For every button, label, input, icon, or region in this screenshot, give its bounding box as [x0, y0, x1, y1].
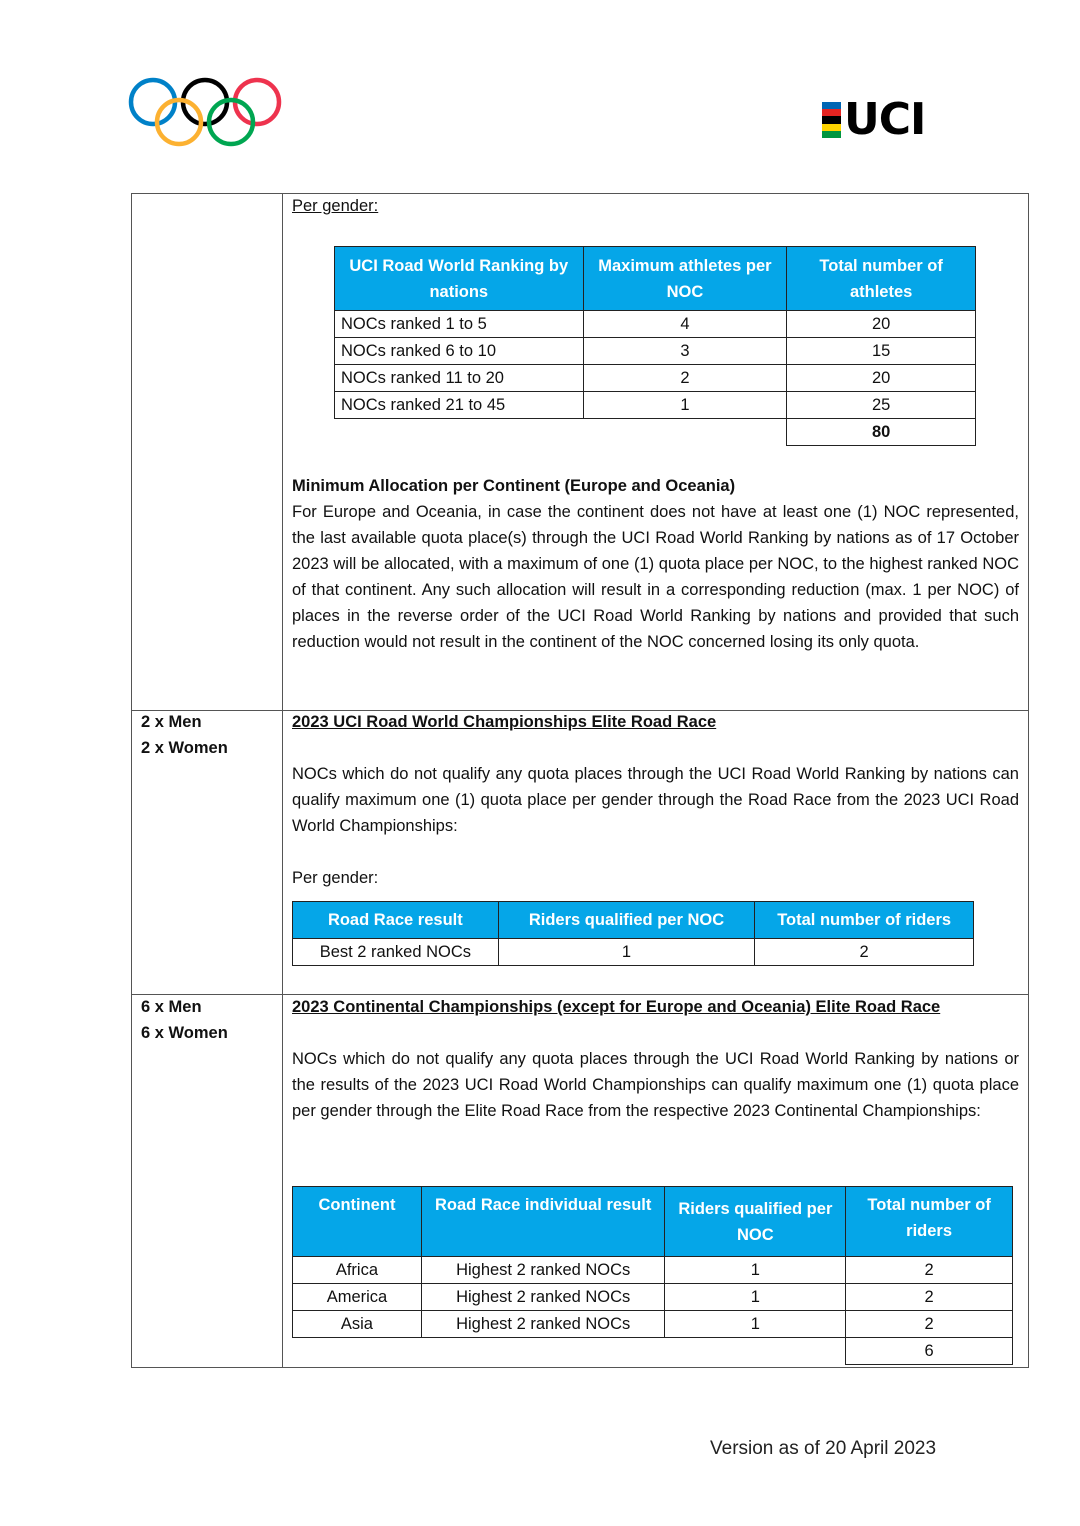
table-cell: NOCs ranked 11 to 20	[335, 365, 584, 392]
section-text: NOCs which do not qualify any quota places through the UCI Road World Ranking by nations can qualify maximum one (1) quota place per gender through the Road Race from the 2023 UCI Road World Championships:	[292, 765, 1019, 835]
olympic-rings-logo	[128, 72, 286, 148]
per-gender-label: Per gender:	[292, 197, 379, 215]
table-total-cell: 6	[846, 1338, 1013, 1365]
table-cell: 1	[665, 1311, 846, 1338]
uci-stripe	[822, 102, 841, 109]
table-row	[335, 311, 976, 338]
min-allocation-title: Minimum Allocation per Continent (Europe and Oceania)	[292, 477, 736, 495]
table-cell: 2	[846, 1257, 1013, 1284]
table-cell: Africa	[293, 1257, 422, 1284]
table-cell: NOCs ranked 21 to 45	[335, 392, 584, 419]
quota-women-label: 6 x Women	[141, 1024, 228, 1042]
quota-men-label: 2 x Men	[141, 713, 202, 731]
table-cell: 4	[583, 311, 787, 338]
per-gender-label: Per gender:	[292, 869, 379, 887]
uci-stripe	[822, 116, 841, 123]
min-allocation-text: For Europe and Oceania, in case the continent does not have at least one (1) NOC represented, the last available quota place(s) through the UCI Road World Ranking by nations as of 17 October 2023 will be allocated, with a maximum of one (1) quota place per NOC, to the highest ranked NOC of that continent. Any such allocation will result in a corresponding reduction (max. 1 per NOC) of places in the reverse order of the UCI Road World Ranking by nations and provided that such reduction would not result in the continent of the NOC concerned losing its only quota.	[292, 503, 1019, 651]
table-cell: 15	[787, 338, 976, 365]
table-row	[335, 392, 976, 419]
column-divider	[282, 193, 283, 1368]
table-row	[293, 1311, 1013, 1338]
table-cell: 2	[583, 365, 787, 392]
section-title: 2023 Continental Championships (except for Europe and Oceania) Elite Road Race	[292, 998, 941, 1016]
table-row	[293, 939, 974, 966]
table-header: Continent	[293, 1187, 422, 1257]
table-cell: NOCs ranked 6 to 10	[335, 338, 584, 365]
table-cell: 2	[755, 939, 974, 966]
version-footer: Version as of 20 April 2023	[710, 1438, 937, 1459]
uci-stripe	[822, 131, 841, 138]
table-row	[335, 338, 976, 365]
quota-women-label: 2 x Women	[141, 739, 228, 757]
table-cell: 20	[787, 365, 976, 392]
table-cell: 1	[665, 1257, 846, 1284]
uci-stripe	[822, 109, 841, 116]
table-cell: 1	[498, 939, 755, 966]
table-cell: 3	[583, 338, 787, 365]
table-header: Road Race individual result	[421, 1187, 665, 1257]
table-row	[335, 365, 976, 392]
uci-rainbow-stripes-icon	[822, 102, 841, 138]
table-cell: Highest 2 ranked NOCs	[421, 1257, 665, 1284]
quota-men-label: 6 x Men	[141, 998, 202, 1016]
table-header: Total number of riders	[846, 1187, 1013, 1257]
uci-logo-text: UCI	[844, 94, 926, 145]
ranking-quota-table	[334, 246, 976, 446]
section-title: 2023 UCI Road World Championships Elite Road Race	[292, 713, 717, 731]
table-row	[293, 1284, 1013, 1311]
continental-quota-table	[292, 1186, 1013, 1365]
section-text: NOCs which do not qualify any quota places through the UCI Road World Ranking by nations or the results of the 2023 UCI Road World Championships can qualify maximum one (1) quota place per gender through the Elite Road Race from the respective 2023 Continental Championships:	[292, 1050, 1019, 1120]
table-cell: America	[293, 1284, 422, 1311]
table-cell: 2	[846, 1311, 1013, 1338]
table-cell: Best 2 ranked NOCs	[293, 939, 499, 966]
table-header: Total number of riders	[755, 902, 974, 939]
table-cell: 1	[583, 392, 787, 419]
table-header: Riders qualified per NOC	[498, 902, 755, 939]
uci-logo	[822, 94, 926, 145]
road-race-quota-table	[292, 901, 974, 966]
table-header: Total number of athletes	[787, 247, 976, 311]
table-cell: NOCs ranked 1 to 5	[335, 311, 584, 338]
table-row	[293, 1257, 1013, 1284]
table-cell: Highest 2 ranked NOCs	[421, 1311, 665, 1338]
table-cell: 2	[846, 1284, 1013, 1311]
table-cell: 25	[787, 392, 976, 419]
table-total-cell: 80	[787, 419, 976, 446]
table-header: Riders qualified per NOC	[665, 1187, 846, 1257]
table-header: UCI Road World Ranking by nations	[335, 247, 584, 311]
table-cell: Highest 2 ranked NOCs	[421, 1284, 665, 1311]
table-cell: 1	[665, 1284, 846, 1311]
uci-stripe	[822, 124, 841, 131]
table-header: Road Race result	[293, 902, 499, 939]
table-total-row	[335, 419, 976, 446]
table-header: Maximum athletes per NOC	[583, 247, 787, 311]
table-cell: 20	[787, 311, 976, 338]
table-total-row	[293, 1338, 1013, 1365]
table-cell: Asia	[293, 1311, 422, 1338]
